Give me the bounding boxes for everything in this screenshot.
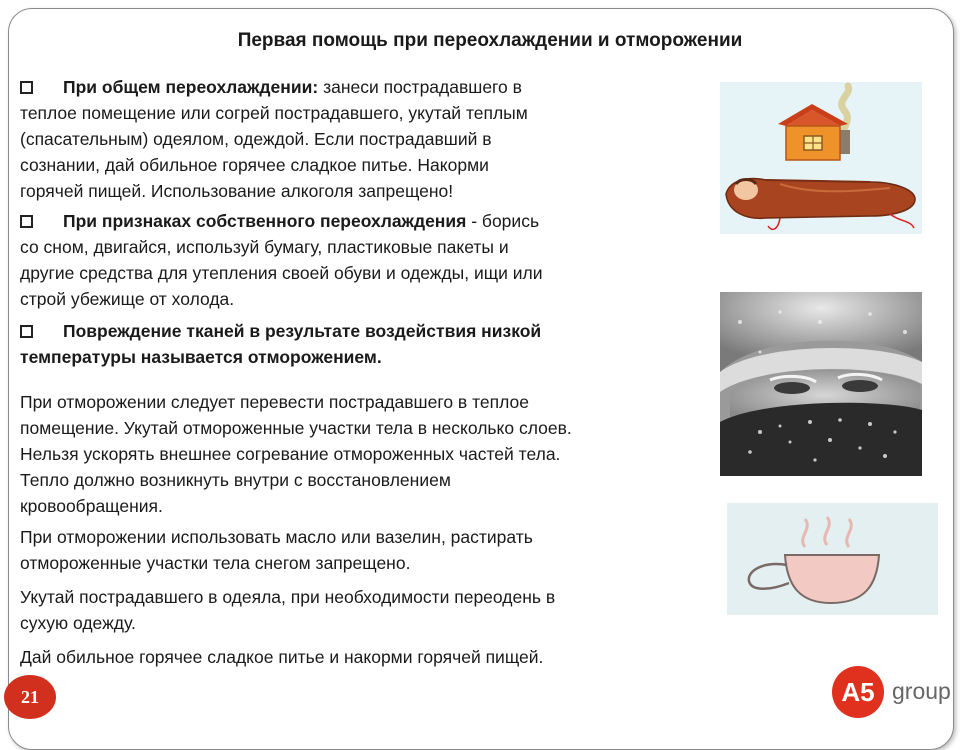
paragraph-hot-drink	[20, 644, 543, 670]
section-line: со сном, двигайся, используй бумагу, пластиковые пакеты и	[20, 237, 509, 257]
section-line: другие средства для утепления своей обуви и одежды, ищи или	[20, 263, 543, 283]
section-general-hypothermia	[20, 74, 528, 204]
company-logo	[832, 662, 960, 720]
paragraph-line: Укутай пострадавшего в одеяла, при необходимости переодень в	[20, 587, 556, 607]
paragraph-line: сухую одежду.	[20, 613, 136, 633]
section-line: теплое помещение или согрей пострадавшего, укутай теплым	[20, 103, 528, 123]
section-line: сознании, дай обильное горячее сладкое питье. Накорми	[20, 155, 489, 175]
page-title: Первая помощь при переохлаждении и отморожении	[237, 30, 743, 51]
page-number-badge: 21	[4, 675, 56, 719]
paragraph-line: Тепло должно возникнуть внутри с восстановлением	[20, 470, 451, 490]
paragraph-blankets	[20, 584, 555, 636]
section-text: - борись	[471, 211, 540, 231]
paragraph-line: Нельзя ускорять внешнее согревание отмороженных частей тела.	[20, 444, 561, 464]
section-heading: При общем переохлаждении:	[63, 77, 319, 97]
paragraph-frostbite-aid	[20, 389, 572, 519]
section-text: занеси пострадавшего в	[323, 77, 522, 97]
paragraph-prohibitions	[20, 524, 533, 576]
checkbox-bullet-icon	[20, 215, 33, 228]
paragraph-line: Дай обильное горячее сладкое питье и накорми горячей пищей.	[20, 647, 544, 667]
section-frostbite-definition	[20, 318, 541, 370]
section-line: горячей пищей. Использование алкоголя запрещено!	[20, 181, 454, 201]
hot-cup-illustration	[727, 503, 938, 615]
house-sleeping-bag-illustration	[720, 82, 922, 234]
paragraph-line: помещение. Укутай отмороженные участки тела в несколько слоев.	[20, 418, 572, 438]
section-line: (спасательным) одеялом, одеждой. Если пострадавший в	[20, 129, 492, 149]
paragraph-line: При отморожении использовать масло или вазелин, растирать	[20, 527, 533, 547]
section-own-hypothermia	[20, 208, 543, 312]
logo-mark: A5	[832, 666, 884, 718]
section-heading: При признаках собственного переохлаждения	[63, 211, 467, 231]
section-line: строй убежище от холода.	[20, 289, 235, 309]
section-heading: температуры называется отморожением.	[20, 347, 382, 367]
section-heading: Повреждение тканей в результате воздействия низкой	[63, 321, 542, 341]
paragraph-line: отмороженные участки тела снегом запрещено.	[20, 553, 411, 573]
checkbox-bullet-icon	[20, 325, 33, 338]
logo-wordmark: group	[892, 678, 951, 704]
paragraph-line: кровообращения.	[20, 496, 163, 516]
paragraph-line: При отморожении следует перевести пострадавшего в теплое	[20, 392, 529, 412]
checkbox-bullet-icon	[20, 81, 33, 94]
frosted-face-photo	[720, 292, 922, 476]
